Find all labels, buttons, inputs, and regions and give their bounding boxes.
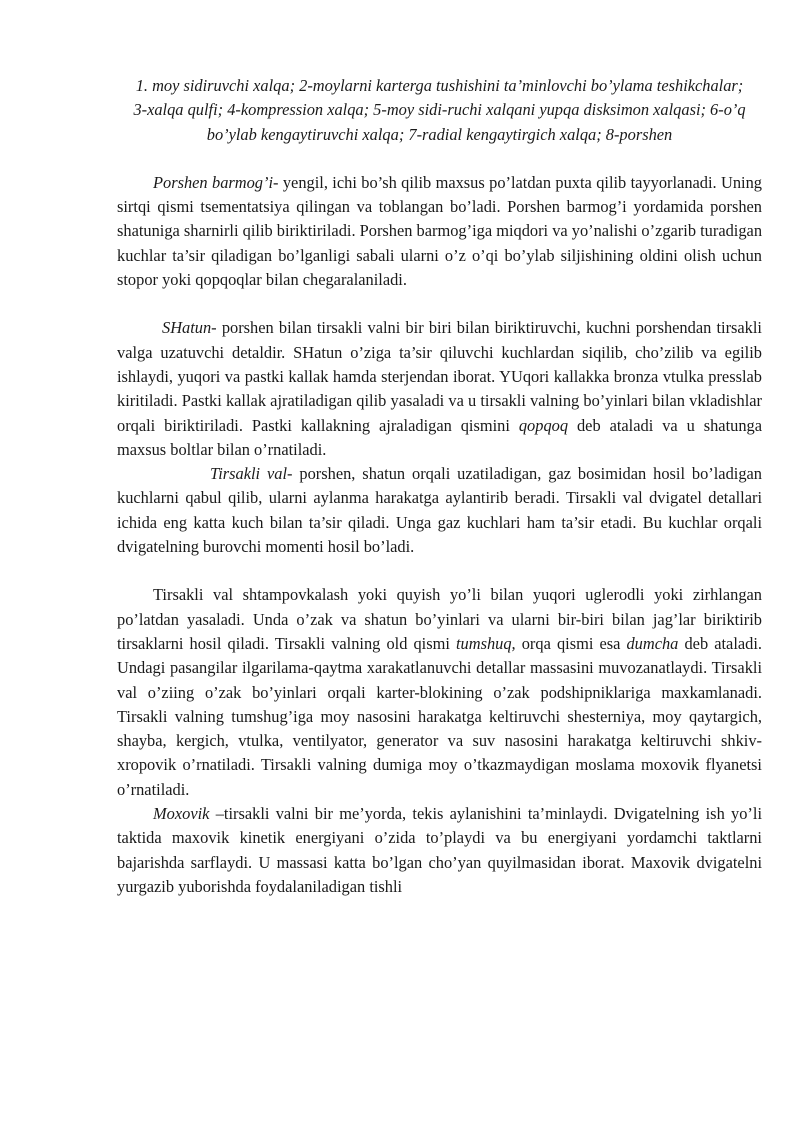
paragraph-text: porshen, shatun orqali uzatiladigan, gaz bosimidan hosil bo’ladigan kuchlarni qabul qilib, ularni aylanma harakatga aylantirib beradi. Tirsakli val dvigatel detallari ichida eng katta kuch bilan ta’sir qiladi. Unga gaz kuchlari ham ta’sir etadi. Bu kuchlar orqali dvigatelning burovchi momenti hosil bo’ladi. (117, 464, 762, 557)
paragraph-text: –tirsakli valni bir me’yorda, tekis aylanishini ta’minlaydi. Dvigatelning ish yo’li taktida maxovik kinetik energiyani o’zida to’playdi va bu energiyani yordamchi taktlarni bajarishda sarflaydi. U massasi katta bo’lgan cho’yan quyilmasidan iborat. Maxovik dvigatelni yurgazib yuborishda foydalaniladigan tishli (117, 804, 762, 896)
term-crankshaft: Tirsakli val- (210, 464, 293, 484)
term-flywheel: Moxovik (153, 804, 210, 824)
paragraph-piston-pin (117, 171, 762, 292)
figure-caption (117, 74, 762, 147)
paragraph-connecting-rod (117, 316, 762, 462)
paragraph-crankshaft (117, 462, 762, 559)
paragraph-flywheel (117, 802, 762, 899)
term-nose: tumshuq, (456, 633, 516, 653)
document-page (117, 74, 762, 899)
term-tail: dumcha (626, 633, 679, 653)
paragraph-text: deb ataladi va u shatunga maxsus boltlar bilan o’rnatiladi. (117, 415, 762, 459)
paragraph-text: yengil, ichi bo’sh qilib maxsus po’latdan puxta qilib tayyorlanadi. Uning sirtqi qismi tsementatsiya qilingan va toblangan bo’ladi. Porshen barmog’i yordamida porshen shatuniga sharnirli qilib biriktiriladi. Porshen barmog’iga miqdori va yo’nalishi o’zgarib turadigan kuchlar ta’sir qiladigan bo’lganligi sabali ularni o’z o’qi bo’ylab siljishining oldini olish uchun stopor yoki qopqoqlar bilan chegaralaniladi. (117, 172, 763, 290)
caption-line-2: 3-xalqa qulfi; 4-kompression xalqa; 5-moy sidi-ruchi xalqani yupqa disksimon xalqasi; 6-o’q bo’ylab kengaytiruvchi xalqa; 7-radial kengaytirgich xalqa; 8-porshen (133, 100, 746, 144)
paragraph-text: Tirsakli val shtampovkalash yoki quyish yo’li bilan yuqori uglerodli yoki zirhlangan po’latdan yasaladi. Unda o’zak va shatun bo’yinlari va ularni bir-biri bilan jag’lar biriktirib tirsaklarni hosil qiladi. Tirsakli valning old qismi (117, 585, 762, 653)
paragraph-text: deb ataladi. Undagi pasangilar ilgarilama-qaytma xarakatlanuvchi detallar massasini muvozanatlaydi. Tirsakli val o’ziing o’zak bo’yinlari orqali karter-blokining o’zak podshipniklariga maxkamlanadi. Tirsakli valning tumshug’iga moy nasosini harakatga keltiruvchi shesterniya, moy qaytargich, shayba, kergich, vtulka, ventilyator, generator va suv nasosini harakatga keltiruvchi shkiv-xropovik o’rnatiladi. Tirsakli valning dumiga moy o’tkazmaydigan moslama moxovik flyanetsi o’rnatiladi. (117, 633, 763, 799)
caption-line-1: 1. moy sidiruvchi xalqa; 2-moylarni karterga tushishini ta’minlovchi bo’ylama teshikchalar; (135, 76, 744, 95)
term-connecting-rod: SHatun- (162, 318, 217, 338)
paragraph-crankshaft-details (117, 583, 762, 802)
paragraph-text: porshen bilan tirsakli valni bir biri bilan biriktiruvchi, kuchni porshendan tirsakli valga uzatuvchi detaldir. SHatun o’ziga ta’sir qiluvchi kuchlardan siqilib, cho’zilib va egilib ishlaydi, yuqori va pastki kallak hamda sterjendan iborat. YUqori kallakka bronza vtulka presslab kiritiladi. Pastki kallak ajratiladigan qilib yasaladi va u tirsakli valning bo’yinlari bilan vkladishlar orqali biriktiriladi. Pastki kallakning ajraladigan qismini (117, 318, 762, 435)
term-cap: qopqoq (518, 415, 569, 435)
paragraph-text: orqa qismi esa (515, 633, 627, 653)
term-piston-pin: Porshen barmog’i- (153, 172, 279, 192)
